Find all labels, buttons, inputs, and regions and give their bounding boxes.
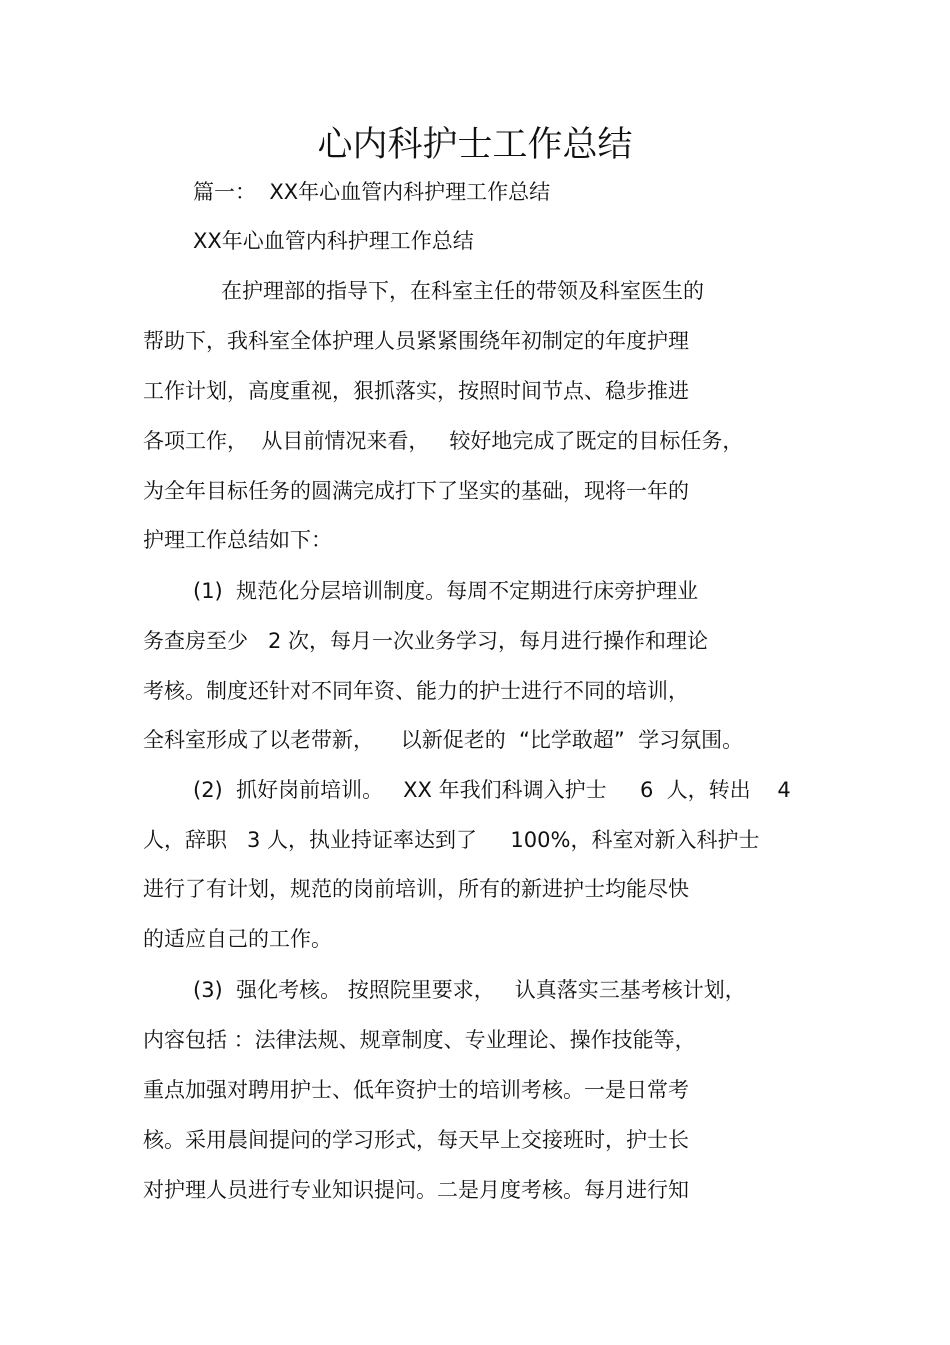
- paragraph-line: 在护理部的指导下，在科室主任的带领及科室医生的: [221, 279, 704, 303]
- paragraph-line: 全科室形成了以老带新， 以新促老的 “比学敢超” 学习氛围。: [143, 728, 744, 752]
- paragraph-line: 护理工作总结如下：: [143, 528, 332, 552]
- paragraph-line: 的适应自己的工作。: [143, 927, 332, 951]
- paragraph-line: 对护理人员进行专业知识提问。二是月度考核。每月进行知: [143, 1178, 689, 1202]
- section-heading: 篇一： XX年心血管内科护理工作总结: [193, 180, 551, 204]
- paragraph-line: 内容包括 ：法律法规、规章制度、专业理论、操作技能等，: [143, 1028, 696, 1052]
- paragraph-line: 各项工作， 从目前情况来看， 较好地完成了既定的目标任务，: [143, 429, 744, 453]
- paragraph-line: 核。采用晨间提问的学习形式，每天早上交接班时，护士长: [143, 1128, 689, 1152]
- section-subtitle: XX年心血管内科护理工作总结: [193, 229, 474, 253]
- paragraph-line: 为全年目标任务的圆满完成打下了坚实的基础，现将一年的: [143, 479, 689, 503]
- paragraph-line: 工作计划，高度重视，狠抓落实，按照时间节点、稳步推进: [143, 379, 689, 403]
- document-title: 心内科护士工作总结: [317, 125, 633, 165]
- paragraph-line: 进行了有计划，规范的岗前培训，所有的新进护士均能尽快: [143, 877, 689, 901]
- paragraph-line: 人，辞职 3 人，执业持证率达到了 100%，科室对新入科护士: [143, 828, 760, 852]
- paragraph-line: 务查房至少 2 次，每月一次业务学习，每月进行操作和理论: [143, 629, 709, 653]
- paragraph-line: 帮助下，我科室全体护理人员紧紧围绕年初制定的年度护理: [143, 329, 689, 353]
- paragraph-line: (2) 抓好岗前培训。 XX 年我们科调入护士 6 人，转出 4: [193, 778, 791, 802]
- paragraph-line: (3) 强化考核。 按照院里要求， 认真落实三基考核计划，: [193, 978, 746, 1002]
- paragraph-line: 考核。制度还针对不同年资、能力的护士进行不同的培训，: [143, 679, 689, 703]
- paragraph-line: 重点加强对聘用护士、低年资护士的培训考核。一是日常考: [143, 1078, 689, 1102]
- paragraph-line: (1) 规范化分层培训制度。每周不定期进行床旁护理业: [193, 579, 699, 603]
